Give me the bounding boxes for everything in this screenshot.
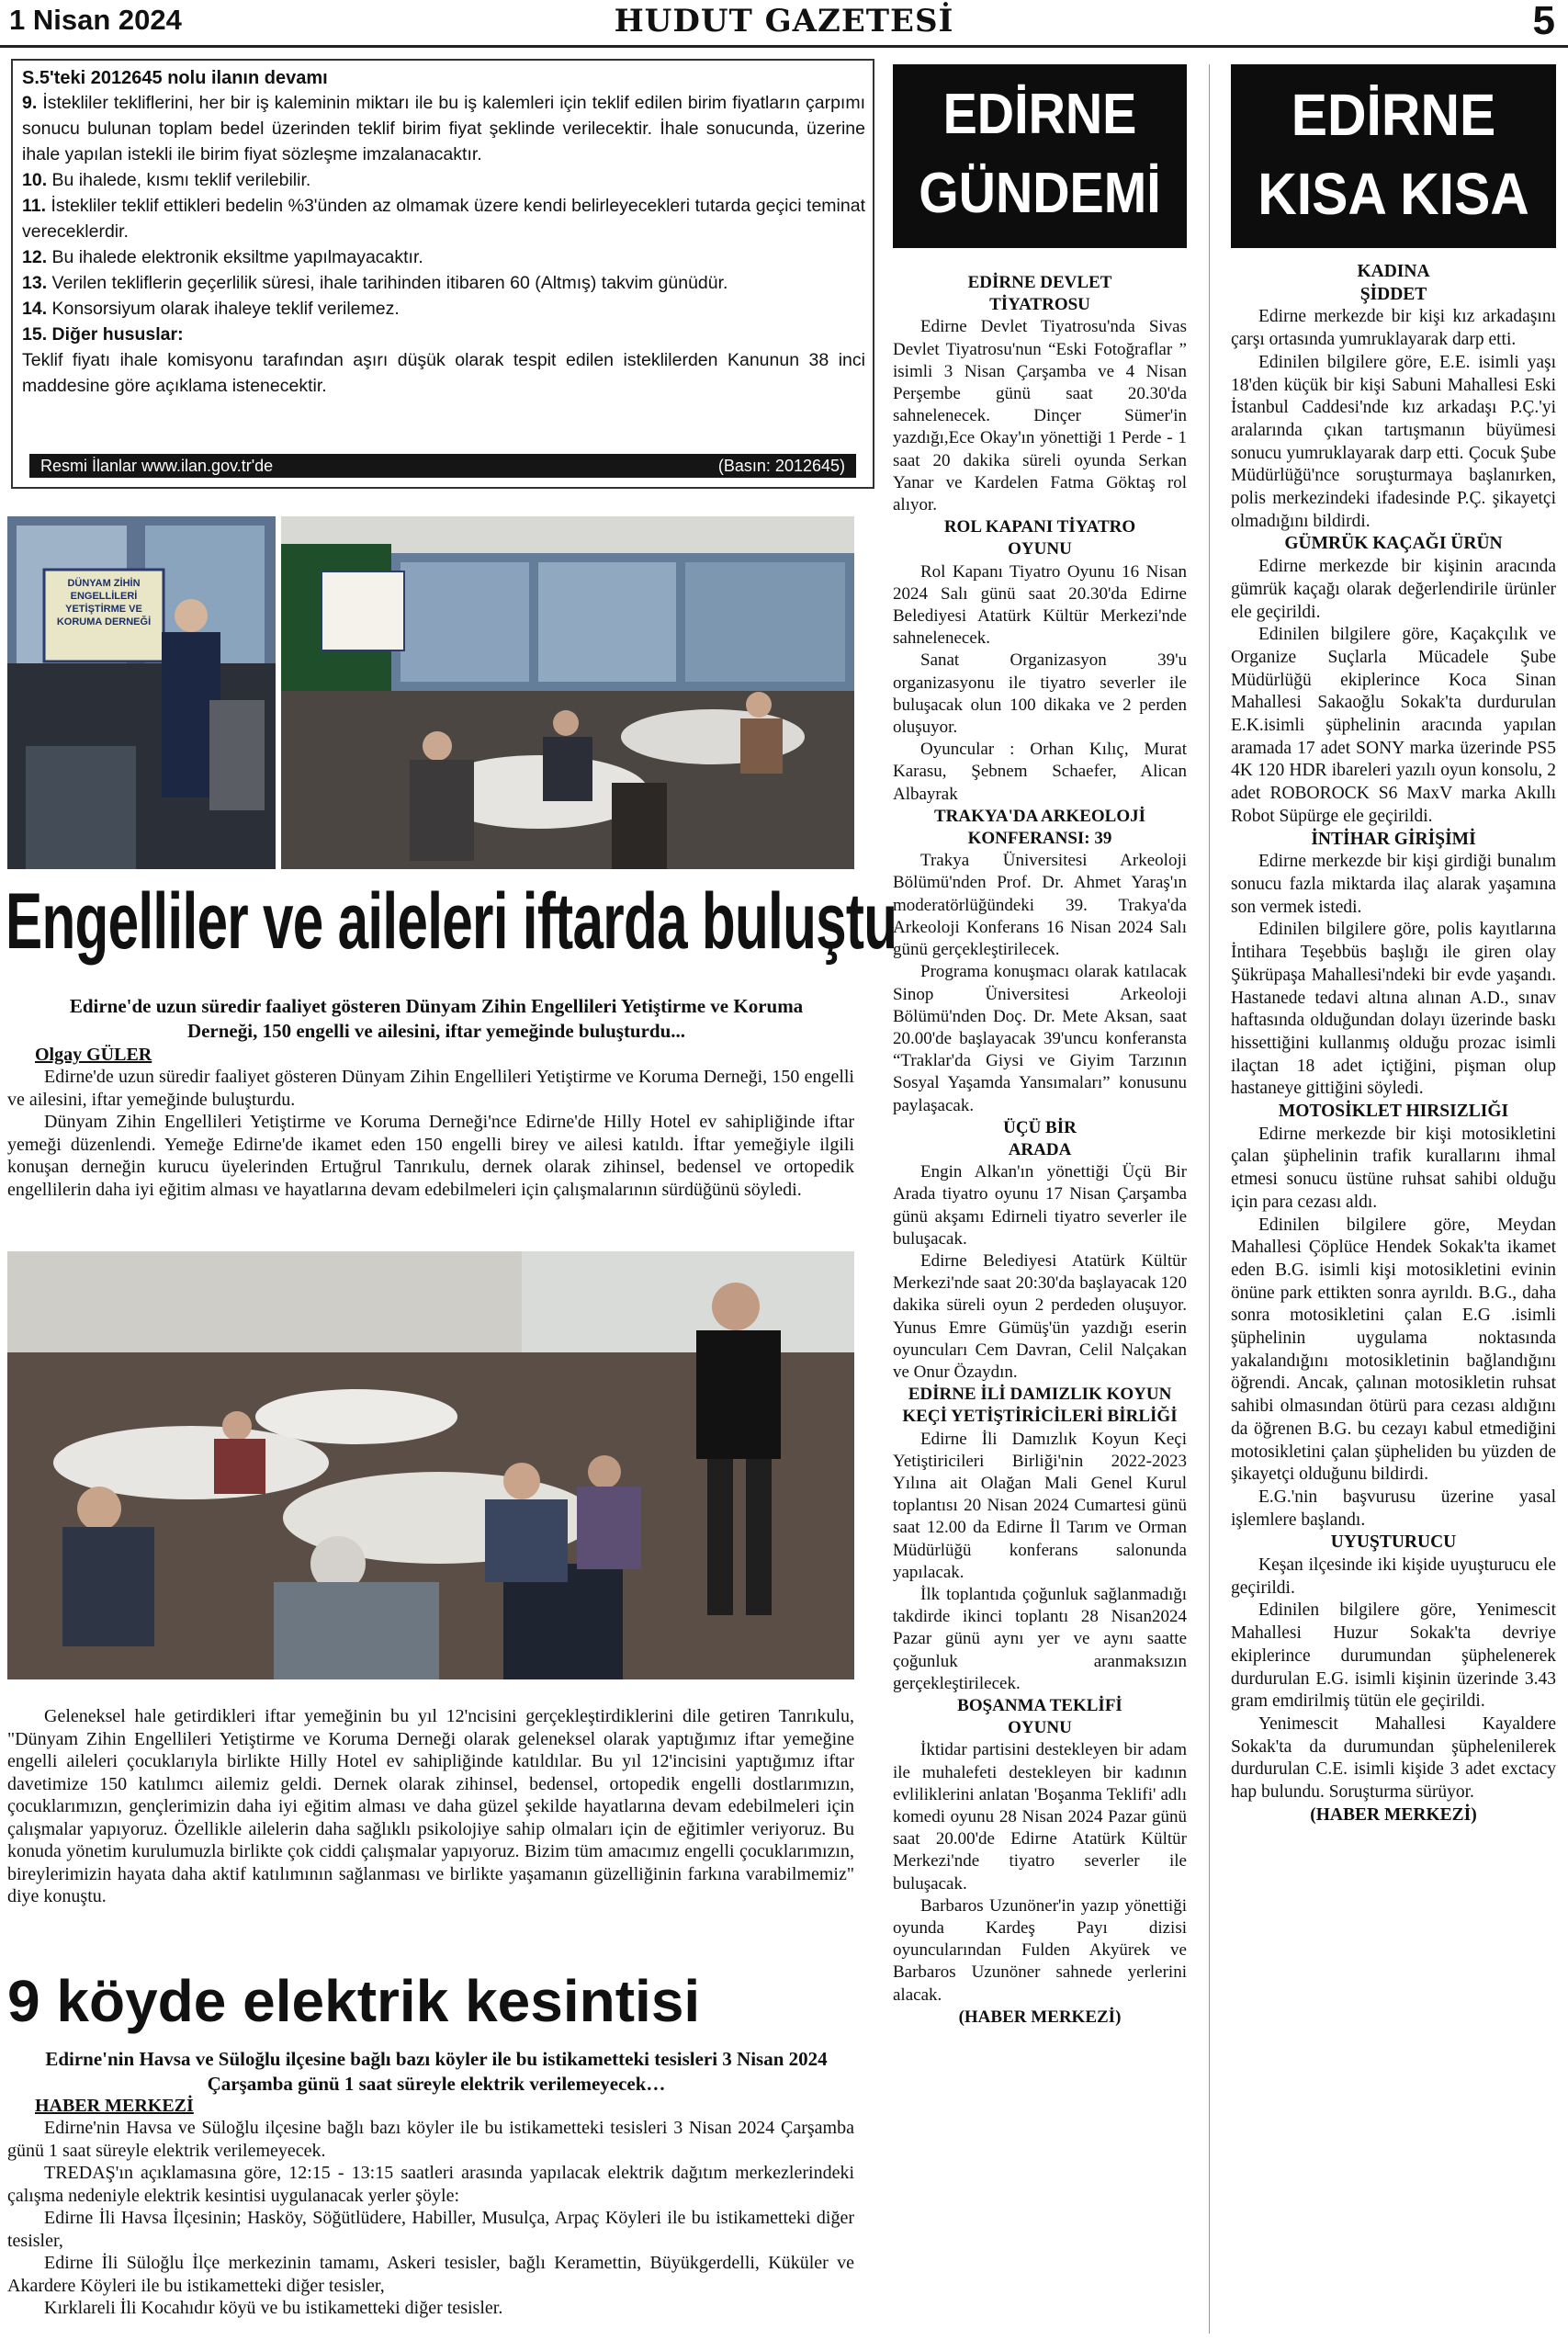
article-paragraph: Dünyam Zihin Engellileri Yetiştirme ve Koruma Derneği'nce Edirne'de Hilly Hotel ev sahipliğinde iftar yemeği düzenlendi. Yemeğe Edirne'de ikamet eden 150 engelli birey ve ailesi katıldı. İftar yemeğiyle ilgili konuşan derneğin kurucu üyelerinden Ertuğrul Tanrıkulu, dernek olarak zihinsel, bedensel ve ortopedik engellilerin daha iyi eğitim alması ve hayatlarına devam edebilmeleri için çalışmalarının sürdüğünü söyledi. (7, 1112, 854, 1200)
tender-item-15: 15. Diğer hususlar: (22, 324, 184, 345)
section-paragraph: Programa konuşmacı olarak katılacak Sinop Üniversitesi Arkeoloji Bölümü'nden Doç. Dr. Mete Aksan, saat 20.00'de başlayacak 39'uncu konferansta “Traklar'da Giysi ve Giyim Tarzının Sosyal Yaşamda Yansımaları” konusunu paylaşacak. (893, 962, 1187, 1115)
section-paragraph: Edirne merkezde bir kişinin aracında gümrük kaçağı olarak değerlendirile ürünler ele geçirildi. (1231, 557, 1556, 622)
article-paragraph: Kırklareli İli Kocahıdır köyü ve bu istikametteki diğer tesisler. (44, 2298, 503, 2318)
section-paragraph: Sanat Organizasyon 39'u organizasyonu ile tiyatro severler ile buluşacak olun 100 dikaka ve 2 perden oluşuyor. (893, 650, 1187, 738)
section-paragraph: Barbaros Uzunöner'in yazıp yönettiği oyunda Kardeş Payı dizisi oyuncularından Fulden Akyürek ve Barbaros Uzunöner sahnede yerlerini alacak. (893, 1895, 1187, 2005)
tender-item-12: 12. Bu ihalede elektronik eksiltme yapılmayacaktır. (22, 247, 423, 267)
section-paragraph: Engin Alkan'ın yönettiği Üçü Bir Arada tiyatro oyunu 17 Nisan Çarşamba günü akşamı Edirneli tiyatro severler ile buluşacak. (893, 1162, 1187, 1249)
article-paragraph: Edirne İli Havsa İlçesinin; Hasköy, Söğütlüdere, Habiller, Musulça, Arpaç Köyleri ile bu istikametteki diğer tesisler, (7, 2208, 854, 2251)
column-divider (1209, 64, 1210, 2334)
article-paragraph: Edirne'nin Havsa ve Süloğlu ilçesine bağlı bazı köyler ile bu istikametteki tesisleri 3 Nisan 2024 Çarşamba günü 1 saat süreyle elektrik verilemeyecek. (7, 2118, 854, 2161)
section-title: EDİRNE DEVLET TİYATROSU (967, 273, 1112, 315)
byline: Olgay GÜLER (35, 1045, 152, 1065)
article-paragraph: Edirne İli Süloğlu İlçe merkezinin tamamı, Askeri tesisler, bağlı Keramettin, Büyükgerdelli, Küküler ve Akardere Köyleri ile bu istikametteki diğer tesisler, (7, 2253, 854, 2296)
masthead (0, 0, 1568, 48)
section-paragraph: Edinilen bilgilere göre, Meydan Mahallesi Çöplüce Hendek Sokak'ta ikamet eden B.G. isimli kişi motosikletini evinin önüne park ettikten sonra ayrıldı. B.G., daha sonra motosikletini çalan E.G .isimli şüphelinin uygulama noktasında yakalandığını motosikletinin bağlandığını öğrendi. Ancak, çalınan motosikletin ruhsat sahibi olmasından ötürü para cezası aldığını da öğrenen B.G. bu cezayı kabul etmediğini motosikletini çalan şüpheliden bu yüzden de şikayetçi olduğunu bildirdi. (1231, 1215, 1556, 1485)
gundem-title-box (893, 64, 1187, 248)
signature: (HABER MERKEZİ) (958, 2007, 1122, 2027)
section-paragraph: İktidar partisini destekleyen bir adam ile muhalefeti destekleyen bir kadının evliliklerini anlatan 'Boşanma Teklifi' adlı komedi oyunu 28 Nisan 2024 Pazar günü saat 20.00'de Edirne Atatürk Kültür Merkezi'nde tiyatro severler ile buluşacak. (893, 1740, 1187, 1894)
section-title: MOTOSİKLET HIRSIZLIĞI (1278, 1102, 1509, 1122)
section-paragraph: Edinilen bilgilere göre, E.E. isimli yaşı 18'den küçük bir kişi Sabuni Mahallesi Eski İstanbul Caddesi'nde kız arkadaşı P.Ç.'yi aralarında çıkan tartışmanın büyümesi sonucu yumruklayarak darp etti. Çocuk Şube Müdürlüğü'nce soruşturmaya başlanırken, polis merkezindeki ifadesinde P.Ç. şikayetçi olmadığını bildirdi. (1231, 352, 1556, 531)
section-title: UYUŞTURUCU (1330, 1532, 1457, 1553)
signature: (HABER MERKEZİ) (1310, 1804, 1477, 1825)
section-paragraph: Yenimescit Mahallesi Kayaldere Sokak'ta da durumundan şüphelenilerek durdurulan C.E. isimli kişide 3 adet exctacy hap bulundu. Soruşturma sürüyor. (1231, 1714, 1556, 1803)
section-title: ÜÇÜ BİR ARADA (1003, 1117, 1077, 1159)
section-title: GÜMRÜK KAÇAĞI ÜRÜN (1284, 534, 1503, 554)
photo-iftar-dinner (7, 1251, 854, 1679)
section-paragraph: Edirne merkezde bir kişi motosikletini çalan şüphelinin trafik kurallarını ihmal etmesi sonucu üstüne ruhsat sahibi olduğu için para cezası aldı. (1231, 1124, 1556, 1212)
banner-text: DÜNYAM ZİHİN ENGELLİLERİ YETİŞTİRME VE KORUMA DERNEĞİ (56, 578, 152, 628)
section-title: İNTİHAR GİRİŞİMİ (1311, 829, 1476, 849)
section-paragraph: Edirne İli Damızlık Koyun Keçi Yetiştiricileri Birliği'nin 2022-2023 Yılına ait Olağan Mali Genel Kurul toplantısı 20 Nisan 2024 Cumartesi günü saat 12.00 da Edirne İl Tarım ve Orman Müdürlüğü konferans salonunda yapılacak. (893, 1429, 1187, 1582)
section-paragraph: Keşan ilçesinde iki kişide uyuşturucu ele geçirildi. (1231, 1555, 1556, 1598)
article-lead-elektrik: Edirne'nin Havsa ve Süloğlu ilçesine bağlı bazı köyler ile bu istikametteki tesisleri 3 Nisan 2024 Çarşamba günü 1 saat süreyle elektrik verilemeyecek… (45, 2048, 828, 2095)
article-headline-engelliler: Engelliler ve aileleri iftarda buluştu (6, 877, 897, 966)
tender-footer-source: Resmi İlanlar www.ilan.gov.tr'de (40, 457, 274, 475)
tender-notice-title: S.5'teki 2012645 nolu ilanın devamı (22, 68, 328, 88)
tender-item-14: 14. Konsorsiyum olarak ihaleye teklif verilemez. (22, 299, 400, 319)
section-paragraph: E.G.'nin başvurusu üzerine yasal işlemlere başlandı. (1231, 1487, 1556, 1530)
section-paragraph: Edinilen bilgilere göre, polis kayıtlarına İntihara Teşebbüs başlığı ile giren olay Şükrüpaşa Mahallesi'ndeki bir evde yaşandı. Hastanede tedavi altına alınan A.D., sınav haftasında olduğundan dolayı üzerinde baskı hissettiğini kullanmış olduğu prozac isimli ilaçtan 18 adet içtiğini, pişman olup hastaneye gittiğini söyledi. (1231, 920, 1556, 1099)
article-body-elektrik (7, 2095, 854, 2320)
section-title: EDİRNE İLİ DAMIZLIK KOYUN KEÇİ YETİŞTİRİCİLERİ BİRLİĞİ (902, 1385, 1178, 1427)
section-paragraph: Edirne Belediyesi Atatürk Kültür Merkezi'nde saat 20:30'da başlayacak 120 dakika süreli oyun 2 perdeden oluşuyor. Yunus Emre Gümüş'ün yazdığı eserin oyuncuları Cem Davran, Celil Nalçakan ve Onur Özaydın. (893, 1250, 1187, 1382)
tender-notice (11, 59, 874, 489)
section-paragraph: İlk toplantıda çoğunluk sağlanmadığı takdirde ikinci toplantı 28 Nisan2024 Pazar günü aynı yer ve aynı saatte çoğunluk aranmaksızın gerçekleştirilecek. (893, 1584, 1187, 1693)
tender-item-13: 13. Verilen tekliflerin geçerlilik süresi, ihale tarihinden itibaren 60 (Altmış) takvim günüdür. (22, 273, 728, 293)
tender-note: Teklif fiyatı ihale komisyonu tarafından aşırı düşük olarak tespit edilen isteklilerden Kanunun 38 inci maddesine göre açıklama istenecektir. (22, 350, 865, 396)
article-body-engelliler-cont (7, 1705, 854, 1908)
page-number: 5 (1532, 0, 1555, 43)
section-paragraph: Edirne Devlet Tiyatrosu'nda Sivas Devlet Tiyatrosu'nun “Eski Fotoğraflar ” isimli 3 Nisan Çarşamba ve 4 Nisan Perşembe günü saat 20.30'da sahnelenecek. Dinçer Sümer'in yazdığı,Ece Okay'ın yönettiği 1 Perde - 1 saat 20 dakika süreli oyunda Serkan Yanar ve Kardelen Fatma Göktaş rol alıyor. (893, 317, 1187, 515)
byline: HABER MERKEZİ (35, 2096, 194, 2116)
article-paragraph: Edirne'de uzun süredir faaliyet gösteren Dünyam Zihin Engellileri Yetiştirme ve Koruma Derneği, 150 engelli ve ailesini, iftar yemeğinde buluşturdu. (7, 1067, 854, 1110)
tender-item-11: 11. İstekliler teklif ettikleri bedelin %3'ünden az olmamak üzere kendi belirleyecekleri tutarda geçici teminat vereceklerdir. (22, 196, 865, 242)
section-title: ROL KAPANI TİYATRO OYUNU (943, 517, 1136, 560)
photo-speaker (7, 516, 276, 869)
section-title: TRAKYA'DA ARKEOLOJİ KONFERANSI: 39 (934, 806, 1145, 849)
section-paragraph: Edirne merkezde bir kişi girdiği bunalım sonucu fazla miktarda ilaç alarak yaşamına son vermek istedi. (1231, 852, 1556, 917)
section-paragraph: Edinilen bilgilere göre, Yenimescit Mahallesi Huzur Sokak'ta devriye ekiplerince durumundan şüphelenerek durdurulan E.G. isimli kişinin üzerinde 3.43 gram emdirilmiş tütün ele geçirildi. (1231, 1600, 1556, 1712)
photo-dining-hall (281, 516, 854, 869)
article-lead-engelliler: Edirne'de uzun süredir faaliyet gösteren Dünyam Zihin Engellileri Yetiştirme ve Koruma Derneği, 150 engelli ve ailesini, iftar yemeğinde buluşturdu... (69, 995, 804, 1042)
gundem-title-line2: GÜNDEMİ (919, 162, 1161, 225)
tender-item-9: 9. İstekliler tekliflerini, her bir iş kaleminin miktarı ile bu iş kalemleri için teklif edilen birim fiyatların çarpımı sonucu bulunan toplam bedel üzerinden teklif birim fiyat şeklinde verilecektir. İhale sonucunda, üzerine ihale yapılan istekli ile birim fiyat sözleşme imzalanacaktır. (22, 93, 865, 164)
section-paragraph: Trakya Üniversitesi Arkeoloji Bölümü'nden Prof. Dr. Ahmet Yaraş'ın moderatörlüğündeki 39. Trakya'da Arkeoloji Konferans 16 Nisan 2024 Salı günü gerçekleştirilecek. (893, 851, 1187, 960)
tender-footer (29, 454, 856, 478)
tender-footer-code: (Basın: 2012645) (717, 457, 845, 475)
kisa-column (1231, 261, 1556, 1827)
gundem-title-line1: EDİRNE (942, 83, 1137, 146)
kisa-title-box (1231, 64, 1556, 248)
section-paragraph: Oyuncular : Orhan Kılıç, Murat Karasu, Şebnem Schaefer, Alican Albayrak (893, 740, 1187, 804)
section-title: KADINA ŞİDDET (1357, 262, 1430, 304)
article-body-engelliler (7, 1044, 854, 1201)
kisa-title-line1: EDİRNE (1291, 82, 1496, 148)
section-paragraph: Edinilen bilgilere göre, Kaçakçılık ve Organize Suçlarla Mücadele Şube Müdürlüğü ekiplerince Koca Sinan Mahallesi Sakaoğlu Sokak'ta durdurulan E.K.isimli şüphelinin aracında yapılan aramada 17 adet SONY marka üzerinde PS5 4K 120 HDR ibareleri yazılı oyun konsolu, 2 adet ROBOROCK S6 MaxV marka Akıllı Robot Süpürge ele geçirildi. (1231, 625, 1556, 826)
kisa-title-line2: KISA KISA (1258, 161, 1529, 227)
section-paragraph: Edirne merkezde bir kişi kız arkadaşını çarşı ortasında yumruklayarak darp etti. (1231, 307, 1556, 350)
article-headline-elektrik: 9 köyde elektrik kesintisi (7, 1968, 701, 2034)
article-paragraph: Geleneksel hale getirdikleri iftar yemeğinin bu yıl 12'ncisini gerçekleştirdiklerini dile getiren Tanrıkulu, "Dünyam Zihin Engellileri Yetiştirme ve Koruma Derneği olarak geleneksel olarak yaptığımız iftar yemeğine engelli aileleri çocuklarıyla birlikte Hilly Hotel ev sahipliğinde katıldılar. Bu yıl 12'incisini yaptığımız iftar davetimize 150 katılımcı ailemiz geldi. Dernek olarak zihinsel, bedensel, ortopedik engelli dostlarımızın, çocuklarımızın, gençlerimizin daha iyi eğitim alması ve daha güzel şekilde hayatlarına devam edebilmeleri için çalışmalar yapıyoruz. Özellikle ailelerin daha sağlıklı psikolojiye sahip olmaları için de eğitimler veriyoruz. Bu konuda yönetim kurulumuzla birlikte çok ciddi çalışmalar yapıyoruz. Bizim tüm amacımız engelli çocuklarımızın, bireylerimizin hayata daha aktif katılımının sağlanması ve birlikte yaşamanın güzelliğinin farkına varabilmemiz" diye konuştu. (7, 1706, 854, 1906)
issue-date: 1 Nisan 2024 (9, 4, 182, 36)
newspaper-name: HUDUT GAZETESİ (614, 3, 954, 40)
article-paragraph: TREDAŞ'ın açıklamasına göre, 12:15 - 13:15 saatleri arasında yapılacak elektrik dağıtım merkezlerindeki çalışma nedeniyle elektrik kesintisi uygulanacak yerler şöyle: (7, 2163, 854, 2206)
gundem-column (893, 272, 1187, 2029)
section-title: BOŞANMA TEKLİFİ OYUNU (957, 1696, 1122, 1738)
tender-item-10: 10. Bu ihalede, kısmı teklif verilebilir. (22, 170, 311, 190)
section-paragraph: Rol Kapanı Tiyatro Oyunu 16 Nisan 2024 Salı günü saat 20.30'da Edirne Belediyesi Atatürk Kültür Merkezi'nde sahnelenecek. (893, 561, 1187, 649)
